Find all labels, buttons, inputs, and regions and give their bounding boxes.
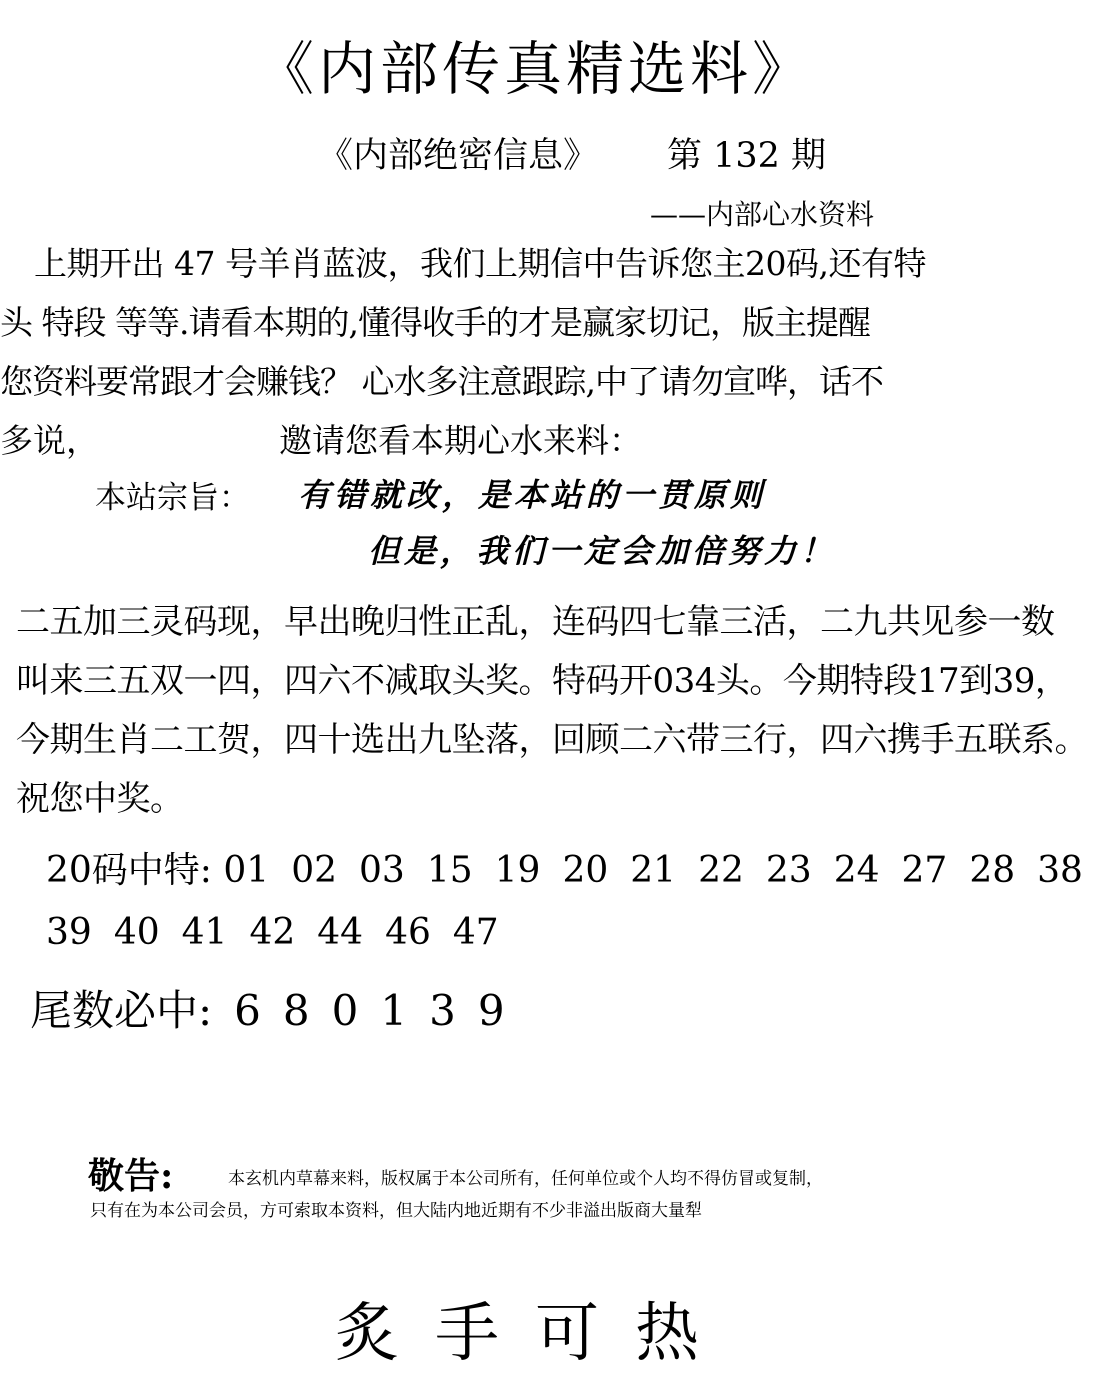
intro-line: 头 特段 等等.请看本期的,懂得收手的才是赢家切记，版主提醒 bbox=[0, 303, 870, 342]
tail-digit: 8 bbox=[282, 986, 310, 1035]
subtitle: 《内部绝密信息》 bbox=[318, 136, 599, 176]
codes-row bbox=[46, 840, 1105, 902]
notice-label: 敬告: bbox=[88, 1155, 174, 1197]
codes-row bbox=[46, 902, 1105, 964]
code-number: 40 bbox=[113, 912, 160, 953]
code-number: 47 bbox=[452, 912, 499, 953]
codes-list bbox=[223, 850, 1105, 891]
poem-line: 二五加三灵码现，早出晚归性正乱，连码四七靠三活，二九共见参一数 bbox=[16, 602, 1055, 642]
code-number: 42 bbox=[249, 912, 296, 953]
code-number: 28 bbox=[969, 850, 1016, 891]
code-number: 20 bbox=[562, 850, 609, 891]
code-number: 03 bbox=[359, 850, 405, 891]
tail-digit: 1 bbox=[380, 986, 408, 1035]
notice-line: 只有在为本公司会员，方可索取本资料，但大陆内地近期有不少非溢出版商大量犁 bbox=[90, 1201, 702, 1221]
tail-digit-list bbox=[212, 986, 504, 1035]
code-number: 19 bbox=[494, 850, 541, 891]
motto-line: 有错就改，是本站的一贯原则 bbox=[298, 476, 767, 514]
code-number: 15 bbox=[426, 850, 473, 891]
motto-label: 本站宗旨： bbox=[95, 480, 250, 516]
footer-slogan: 炙手可热 bbox=[335, 1297, 735, 1371]
notice-line: 本玄机内草幕来料，版权属于本公司所有，任何单位或个人均不得仿冒或复制， bbox=[228, 1169, 823, 1189]
tail-digit: 3 bbox=[429, 986, 456, 1035]
poem-block bbox=[16, 593, 1088, 829]
intro-line bbox=[0, 411, 1070, 470]
issue-number: 第 132 期 bbox=[667, 136, 827, 176]
tail-digits-block bbox=[30, 978, 505, 1038]
code-number: 39 bbox=[46, 912, 92, 953]
intro-line: 上期开出 47 号羊肖蓝波，我们上期信中告诉您主20码,还有特 bbox=[34, 244, 926, 283]
tail-digit: 0 bbox=[331, 986, 359, 1035]
codes-label: 20码中特: bbox=[46, 850, 212, 891]
code-number: 01 bbox=[223, 850, 270, 891]
code-number: 27 bbox=[901, 850, 948, 891]
intro-invite: 邀请您看本期心水来料： bbox=[279, 421, 642, 460]
code-number: 23 bbox=[765, 850, 812, 891]
motto-line: 但是，我们一定会加倍努力！ bbox=[368, 532, 837, 570]
tail-digit: 6 bbox=[234, 986, 261, 1035]
code-number: 46 bbox=[385, 912, 431, 953]
intro-line-start: 多说， bbox=[0, 421, 99, 460]
code-number: 22 bbox=[698, 850, 744, 891]
codes-list bbox=[46, 912, 521, 953]
page-title: 《内部传真精选料》 bbox=[255, 35, 814, 103]
code-number: 41 bbox=[181, 912, 228, 953]
tail-digit: 9 bbox=[477, 986, 505, 1035]
intro-line: 您资料要常跟才会赚钱？ 心水多注意跟踪,中了请勿宣哗，话不 bbox=[0, 362, 883, 401]
code-number: 44 bbox=[317, 912, 364, 953]
codes-block bbox=[46, 840, 1105, 964]
poem-line: 祝您中奖。 bbox=[16, 779, 184, 819]
code-number: 21 bbox=[630, 850, 677, 891]
code-number: 38 bbox=[1037, 850, 1083, 891]
poem-line: 叫来三五双一四，四六不减取头奖。特码开034头。今期特段17到39， bbox=[16, 661, 1069, 701]
tail-label: 尾数必中: bbox=[30, 986, 213, 1035]
poem-line: 今期生肖二工贺，四十选出九坠落，回顾二六带三行，四六携手五联系。 bbox=[16, 720, 1088, 760]
code-number: 24 bbox=[833, 850, 880, 891]
intro-paragraph bbox=[0, 234, 1070, 470]
source-line: ——内部心水资料 bbox=[650, 198, 875, 231]
code-number: 02 bbox=[291, 850, 338, 891]
